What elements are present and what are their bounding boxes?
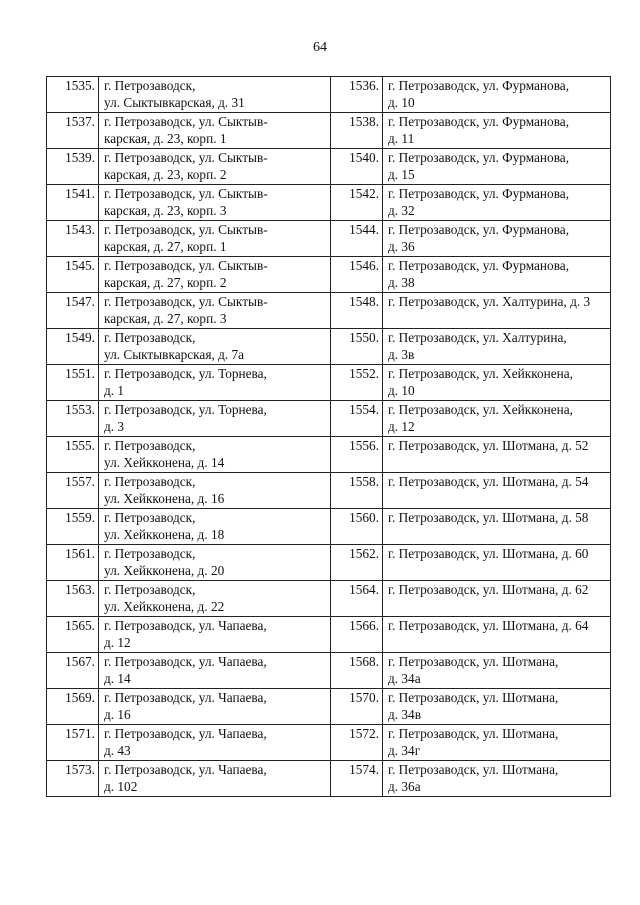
address-table: [46, 76, 611, 797]
table-row: [47, 689, 611, 725]
entry-address: г. Петрозаводск, ул. Сыктыв- карская, д. 27, корп. 3: [99, 293, 331, 329]
entry-number: 1552.: [331, 365, 383, 401]
entry-number: 1536.: [331, 77, 383, 113]
table-row: [47, 185, 611, 221]
entry-address: г. Петрозаводск, ул. Сыктыв- карская, д. 23, корп. 1: [99, 113, 331, 149]
entry-address: г. Петрозаводск, ул. Хейкконена, д. 14: [99, 437, 331, 473]
page-number: 64: [313, 40, 327, 55]
entry-address: г. Петрозаводск, ул. Чапаева, д. 12: [99, 617, 331, 653]
table-row: [47, 77, 611, 113]
entry-address: г. Петрозаводск, ул. Сыктыв- карская, д. 27, корп. 1: [99, 221, 331, 257]
entry-number: 1571.: [47, 725, 99, 761]
entry-address: г. Петрозаводск, ул. Торнева, д. 1: [99, 365, 331, 401]
entry-number: 1559.: [47, 509, 99, 545]
entry-number: 1537.: [47, 113, 99, 149]
entry-number: 1561.: [47, 545, 99, 581]
entry-address: г. Петрозаводск, ул. Халтурина, д. 3: [383, 293, 611, 329]
entry-number: 1560.: [331, 509, 383, 545]
entry-address: г. Петрозаводск, ул. Фурманова, д. 11: [383, 113, 611, 149]
entry-number: 1568.: [331, 653, 383, 689]
entry-address: г. Петрозаводск, ул. Фурманова, д. 10: [383, 77, 611, 113]
entry-address: г. Петрозаводск, ул. Чапаева, д. 43: [99, 725, 331, 761]
table-row: [47, 401, 611, 437]
entry-number: 1566.: [331, 617, 383, 653]
table-row: [47, 293, 611, 329]
entry-number: 1541.: [47, 185, 99, 221]
entry-number: 1553.: [47, 401, 99, 437]
table-row: [47, 725, 611, 761]
entry-number: 1539.: [47, 149, 99, 185]
entry-address: г. Петрозаводск, ул. Чапаева, д. 16: [99, 689, 331, 725]
table-row: [47, 257, 611, 293]
entry-number: 1551.: [47, 365, 99, 401]
entry-address: г. Петрозаводск, ул. Сыктыв- карская, д. 23, корп. 2: [99, 149, 331, 185]
entry-address: г. Петрозаводск, ул. Фурманова, д. 36: [383, 221, 611, 257]
entry-number: 1556.: [331, 437, 383, 473]
entry-address: г. Петрозаводск, ул. Сыктывкарская, д. 31: [99, 77, 331, 113]
entry-address: г. Петрозаводск, ул. Халтурина, д. 3в: [383, 329, 611, 365]
entry-number: 1555.: [47, 437, 99, 473]
entry-number: 1563.: [47, 581, 99, 617]
table-row: [47, 437, 611, 473]
entry-number: 1570.: [331, 689, 383, 725]
entry-number: 1574.: [331, 761, 383, 797]
entry-address: г. Петрозаводск, ул. Хейкконена, д. 22: [99, 581, 331, 617]
entry-number: 1567.: [47, 653, 99, 689]
entry-number: 1542.: [331, 185, 383, 221]
entry-address: г. Петрозаводск, ул. Чапаева, д. 102: [99, 761, 331, 797]
entry-number: 1535.: [47, 77, 99, 113]
entry-address: г. Петрозаводск, ул. Сыктывкарская, д. 7а: [99, 329, 331, 365]
table-row: [47, 221, 611, 257]
entry-address: г. Петрозаводск, ул. Торнева, д. 3: [99, 401, 331, 437]
entry-number: 1562.: [331, 545, 383, 581]
table-row: [47, 617, 611, 653]
table-row: [47, 545, 611, 581]
entry-number: 1558.: [331, 473, 383, 509]
entry-address: г. Петрозаводск, ул. Шотмана, д. 62: [383, 581, 611, 617]
entry-address: г. Петрозаводск, ул. Шотмана, д. 34г: [383, 725, 611, 761]
entry-address: г. Петрозаводск, ул. Фурманова, д. 32: [383, 185, 611, 221]
table-row: [47, 149, 611, 185]
address-table-body: [47, 77, 611, 797]
entry-number: 1546.: [331, 257, 383, 293]
entry-number: 1572.: [331, 725, 383, 761]
entry-number: 1573.: [47, 761, 99, 797]
entry-address: г. Петрозаводск, ул. Шотмана, д. 58: [383, 509, 611, 545]
entry-address: г. Петрозаводск, ул. Шотмана, д. 34в: [383, 689, 611, 725]
entry-number: 1565.: [47, 617, 99, 653]
entry-number: 1569.: [47, 689, 99, 725]
entry-number: 1545.: [47, 257, 99, 293]
entry-address: г. Петрозаводск, ул. Шотмана, д. 52: [383, 437, 611, 473]
entry-number: 1548.: [331, 293, 383, 329]
entry-address: г. Петрозаводск, ул. Сыктыв- карская, д. 23, корп. 3: [99, 185, 331, 221]
entry-address: г. Петрозаводск, ул. Шотмана, д. 36а: [383, 761, 611, 797]
entry-address: г. Петрозаводск, ул. Хейкконена, д. 18: [99, 509, 331, 545]
table-row: [47, 329, 611, 365]
table-row: [47, 509, 611, 545]
entry-address: г. Петрозаводск, ул. Хейкконена, д. 16: [99, 473, 331, 509]
table-row: [47, 473, 611, 509]
entry-address: г. Петрозаводск, ул. Фурманова, д. 15: [383, 149, 611, 185]
entry-address: г. Петрозаводск, ул. Хейкконена, д. 10: [383, 365, 611, 401]
entry-number: 1549.: [47, 329, 99, 365]
entry-address: г. Петрозаводск, ул. Шотмана, д. 54: [383, 473, 611, 509]
table-row: [47, 761, 611, 797]
entry-number: 1554.: [331, 401, 383, 437]
table-row: [47, 581, 611, 617]
table-row: [47, 653, 611, 689]
entry-address: г. Петрозаводск, ул. Шотмана, д. 60: [383, 545, 611, 581]
entry-number: 1543.: [47, 221, 99, 257]
entry-number: 1550.: [331, 329, 383, 365]
entry-number: 1544.: [331, 221, 383, 257]
entry-number: 1557.: [47, 473, 99, 509]
entry-address: г. Петрозаводск, ул. Фурманова, д. 38: [383, 257, 611, 293]
entry-address: г. Петрозаводск, ул. Хейкконена, д. 12: [383, 401, 611, 437]
entry-number: 1538.: [331, 113, 383, 149]
entry-number: 1564.: [331, 581, 383, 617]
table-row: [47, 365, 611, 401]
entry-address: г. Петрозаводск, ул. Шотмана, д. 34а: [383, 653, 611, 689]
entry-number: 1547.: [47, 293, 99, 329]
entry-address: г. Петрозаводск, ул. Сыктыв- карская, д. 27, корп. 2: [99, 257, 331, 293]
entry-address: г. Петрозаводск, ул. Шотмана, д. 64: [383, 617, 611, 653]
entry-number: 1540.: [331, 149, 383, 185]
entry-address: г. Петрозаводск, ул. Хейкконена, д. 20: [99, 545, 331, 581]
entry-address: г. Петрозаводск, ул. Чапаева, д. 14: [99, 653, 331, 689]
table-row: [47, 113, 611, 149]
